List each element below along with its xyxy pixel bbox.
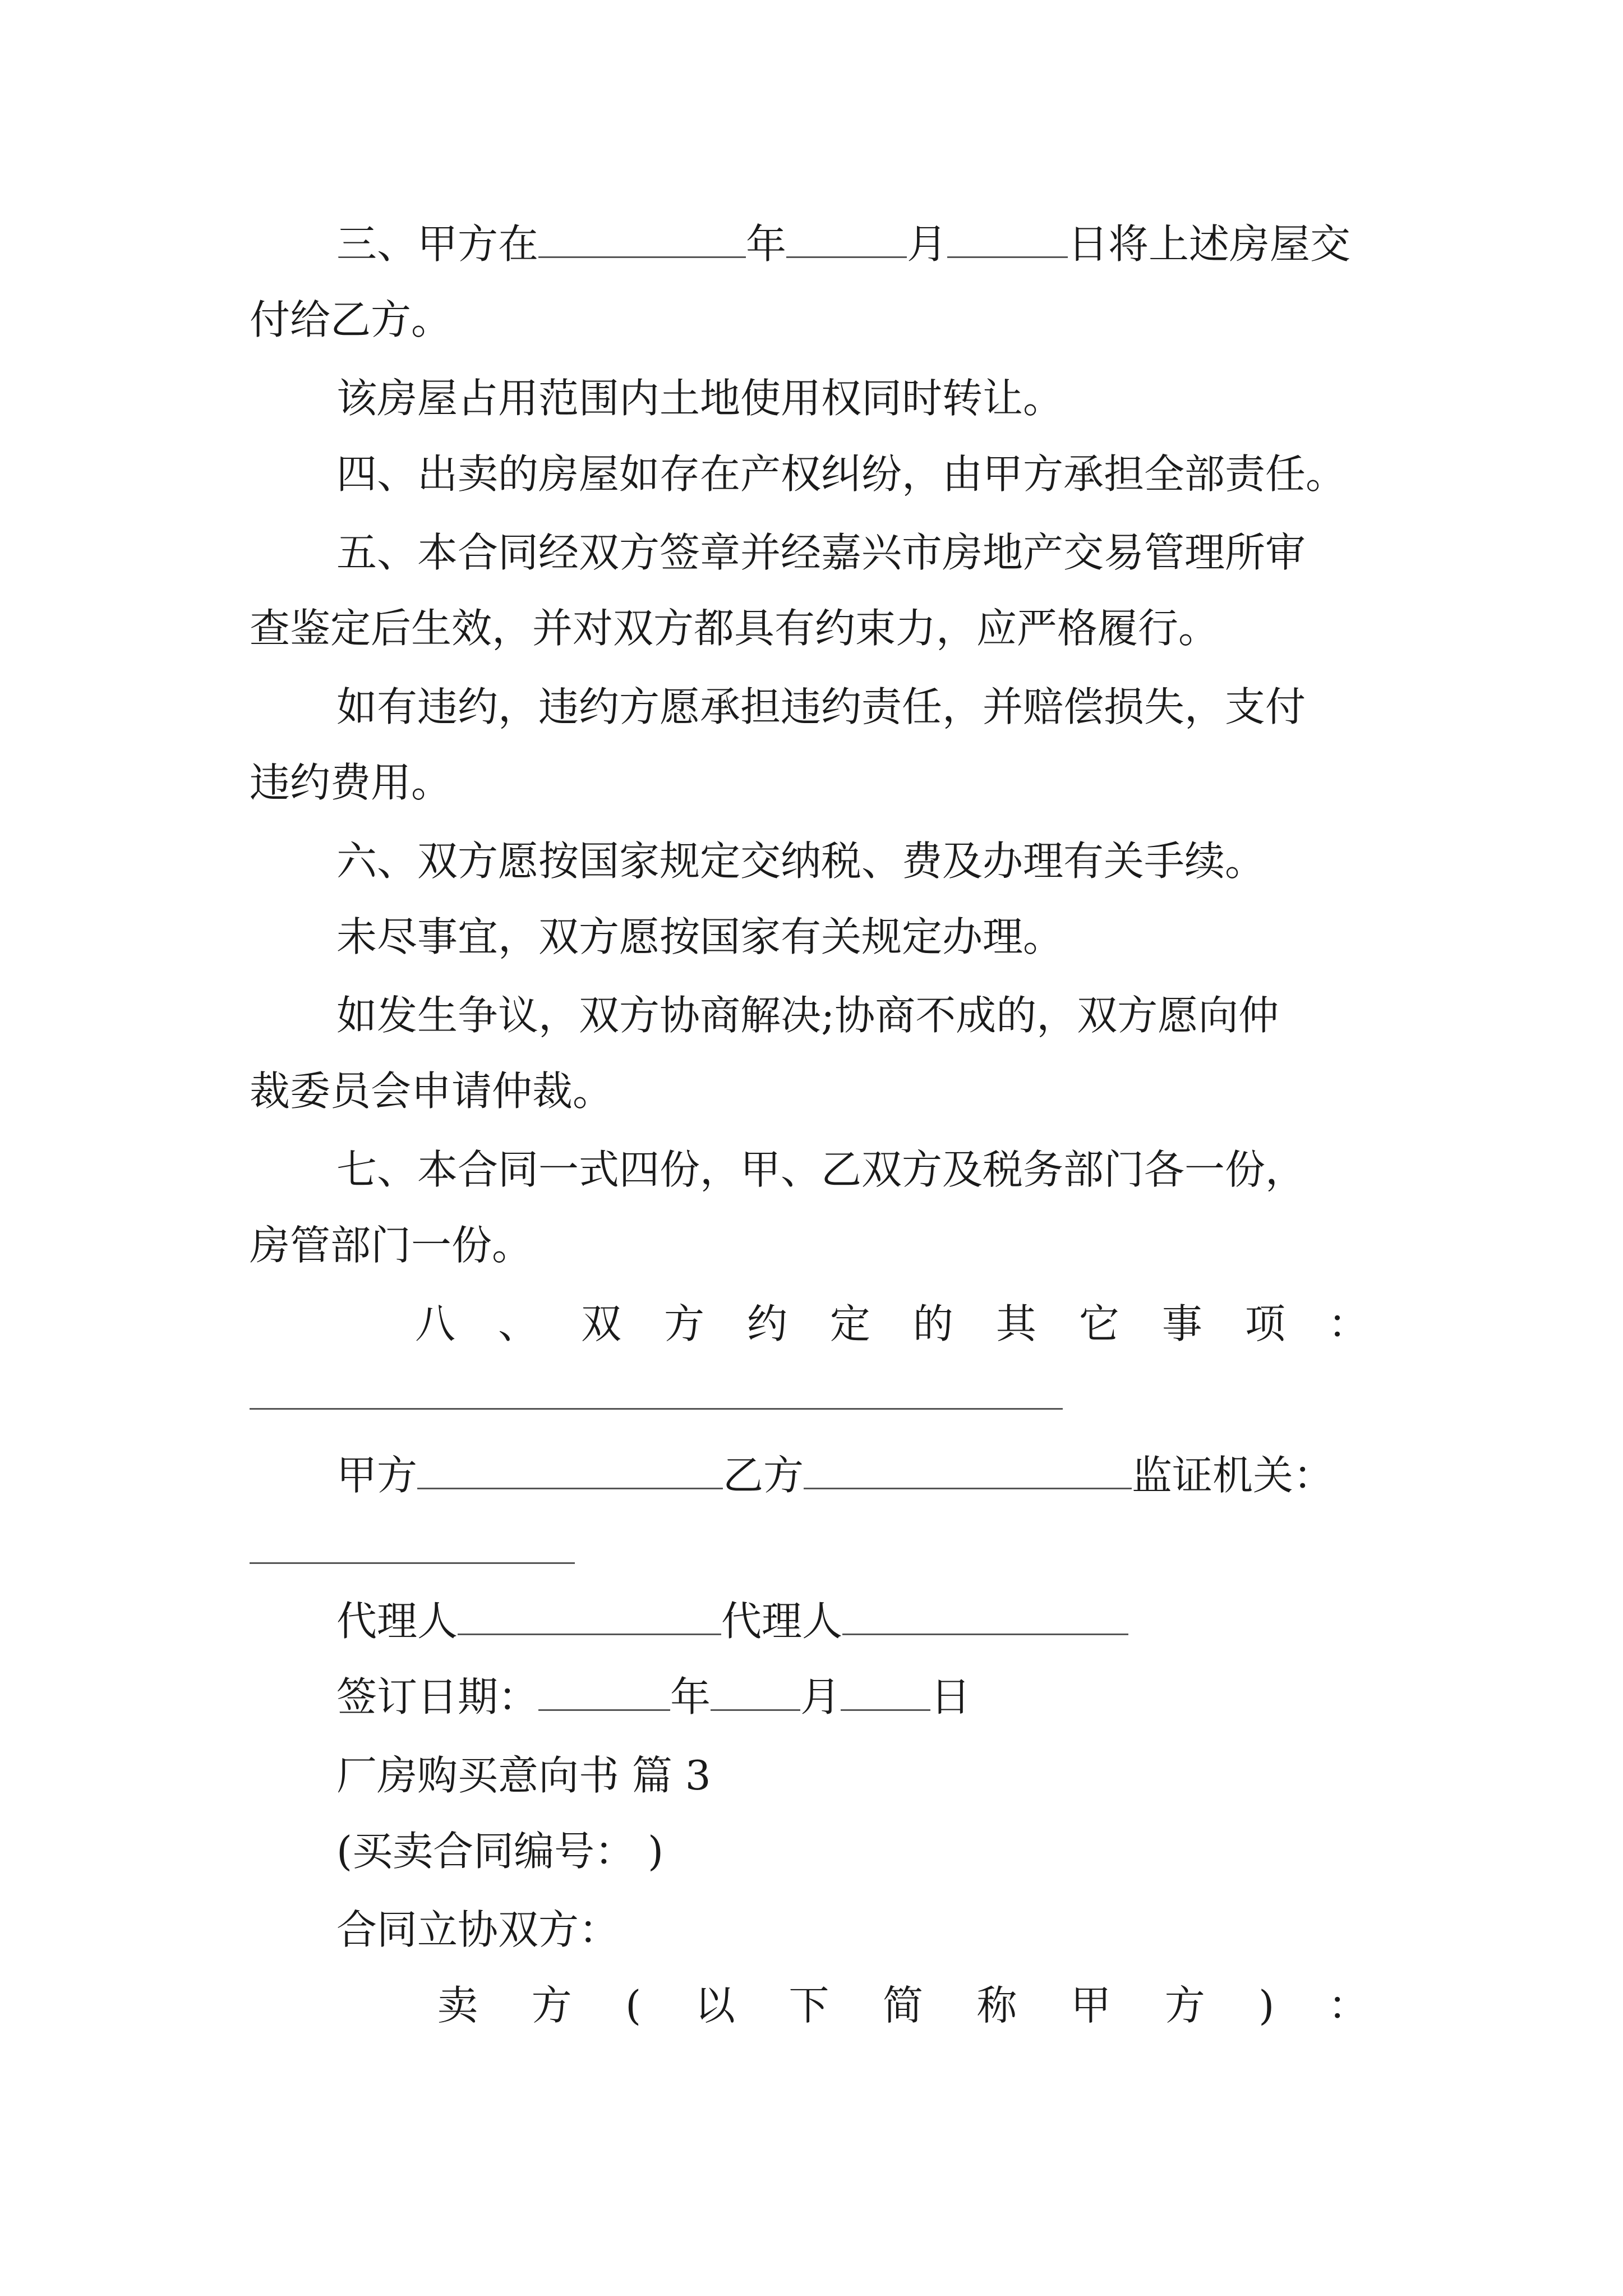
clause-8-char: 双 (580, 1300, 621, 1347)
year-label: 年 (746, 220, 787, 268)
clause-7-line2: 房管部门一份。 (250, 1222, 533, 1269)
clause-4: 四、出卖的房屋如存在产权纠纷，由甲方承担全部责任。 (336, 450, 1347, 498)
clause-3-line2: 付给乙方。 (250, 296, 452, 343)
sign-year-blank (538, 1672, 670, 1711)
seller-char: 以 (694, 1982, 735, 2029)
agent-b-blank (842, 1596, 1128, 1635)
party-a-label: 甲方 (336, 1452, 418, 1499)
clause-8-char: 定 (829, 1300, 870, 1347)
seller-char: 下 (789, 1982, 829, 2029)
authority-blank (250, 1562, 575, 1564)
agent-a-blank (458, 1596, 721, 1635)
seller-char: 方 (1164, 1982, 1205, 2029)
clause-8-char: 、 (497, 1300, 538, 1347)
signing-date-line (0, 1658, 1623, 1736)
agent-b-label: 代理人 (721, 1598, 843, 1645)
contract-number: (买卖合同编号： ) (336, 1828, 664, 1875)
clause-7-line1: 七、本合同一式四份，甲、乙双方及税务部门各一份， (336, 1146, 1306, 1193)
day-blank (947, 219, 1068, 258)
breach-line2: 违约费用。 (250, 759, 452, 806)
clause-3-text: 三、甲方在 (336, 220, 539, 268)
contract-parties: 合同立协双方： (336, 1906, 620, 1953)
land-use-paragraph: 该房屋占用范围内土地使用权同时转让。 (336, 375, 1064, 422)
dispute-line2: 裁委员会申请仲裁。 (250, 1068, 614, 1115)
party-b-blank (804, 1451, 1132, 1489)
seller-char: ) (1258, 1982, 1275, 2029)
day-label: 日将上述房屋交 (1068, 220, 1351, 268)
clause-8-char: ： (1327, 1300, 1368, 1347)
signing-date-label: 签订日期： (336, 1673, 539, 1720)
party-a-blank (417, 1451, 723, 1489)
clause-8-char: 的 (912, 1300, 953, 1347)
breach-line1: 如有违约，违约方愿承担违约责任，并赔偿损失，支付 (336, 683, 1306, 730)
seller-char: 称 (976, 1982, 1017, 2029)
seller-char: ： (1327, 1982, 1368, 2029)
sign-month-label: 月 (800, 1673, 841, 1720)
sign-day-blank (841, 1672, 930, 1711)
section-title: 厂房购买意向书 篇 3 (336, 1752, 711, 1799)
seller-char: 简 (882, 1982, 923, 2029)
unfinished-matters: 未尽事宜，双方愿按国家有关规定办理。 (336, 913, 1064, 960)
dispute-line1: 如发生争议，双方协商解决;协商不成的，双方愿向仲 (336, 992, 1279, 1039)
clause-8-char: 事 (1161, 1300, 1202, 1347)
clause-8-char: 方 (663, 1300, 704, 1347)
clause-8-char: 项 (1244, 1300, 1285, 1347)
other-matters-blank (250, 1408, 1063, 1410)
sign-year-label: 年 (670, 1673, 711, 1720)
clause-8-char: 其 (995, 1300, 1036, 1347)
seller-line (437, 1966, 1368, 2045)
clause-8-char: 约 (746, 1300, 787, 1347)
clause-8-char: 它 (1078, 1300, 1119, 1347)
seller-char: 卖 (437, 1982, 478, 2029)
authority-label: 监证机关： (1132, 1452, 1334, 1499)
clause-3-line1 (0, 205, 1623, 283)
seller-char: ( (625, 1982, 642, 2029)
seller-char: 方 (531, 1982, 572, 2029)
party-b-label: 乙方 (723, 1452, 804, 1499)
signature-line (0, 1436, 1623, 1515)
clause-6: 六、双方愿按国家规定交纳税、费及办理有关手续。 (336, 838, 1266, 885)
clause-8-line (415, 1285, 1368, 1363)
sign-month-blank (711, 1672, 800, 1711)
clause-5-line2: 查鉴定后生效，并对双方都具有约束力，应严格履行。 (250, 605, 1219, 652)
sign-day-label: 日 (930, 1673, 971, 1720)
year-blank (538, 219, 746, 258)
month-label: 月 (907, 220, 948, 268)
seller-char: 甲 (1071, 1982, 1112, 2029)
month-blank (786, 219, 907, 258)
clause-8-char: 八 (415, 1300, 456, 1347)
agent-line (0, 1582, 1623, 1660)
agent-a-label: 代理人 (336, 1598, 458, 1645)
clause-5-line1: 五、本合同经双方签章并经嘉兴市房地产交易管理所审 (336, 529, 1306, 576)
